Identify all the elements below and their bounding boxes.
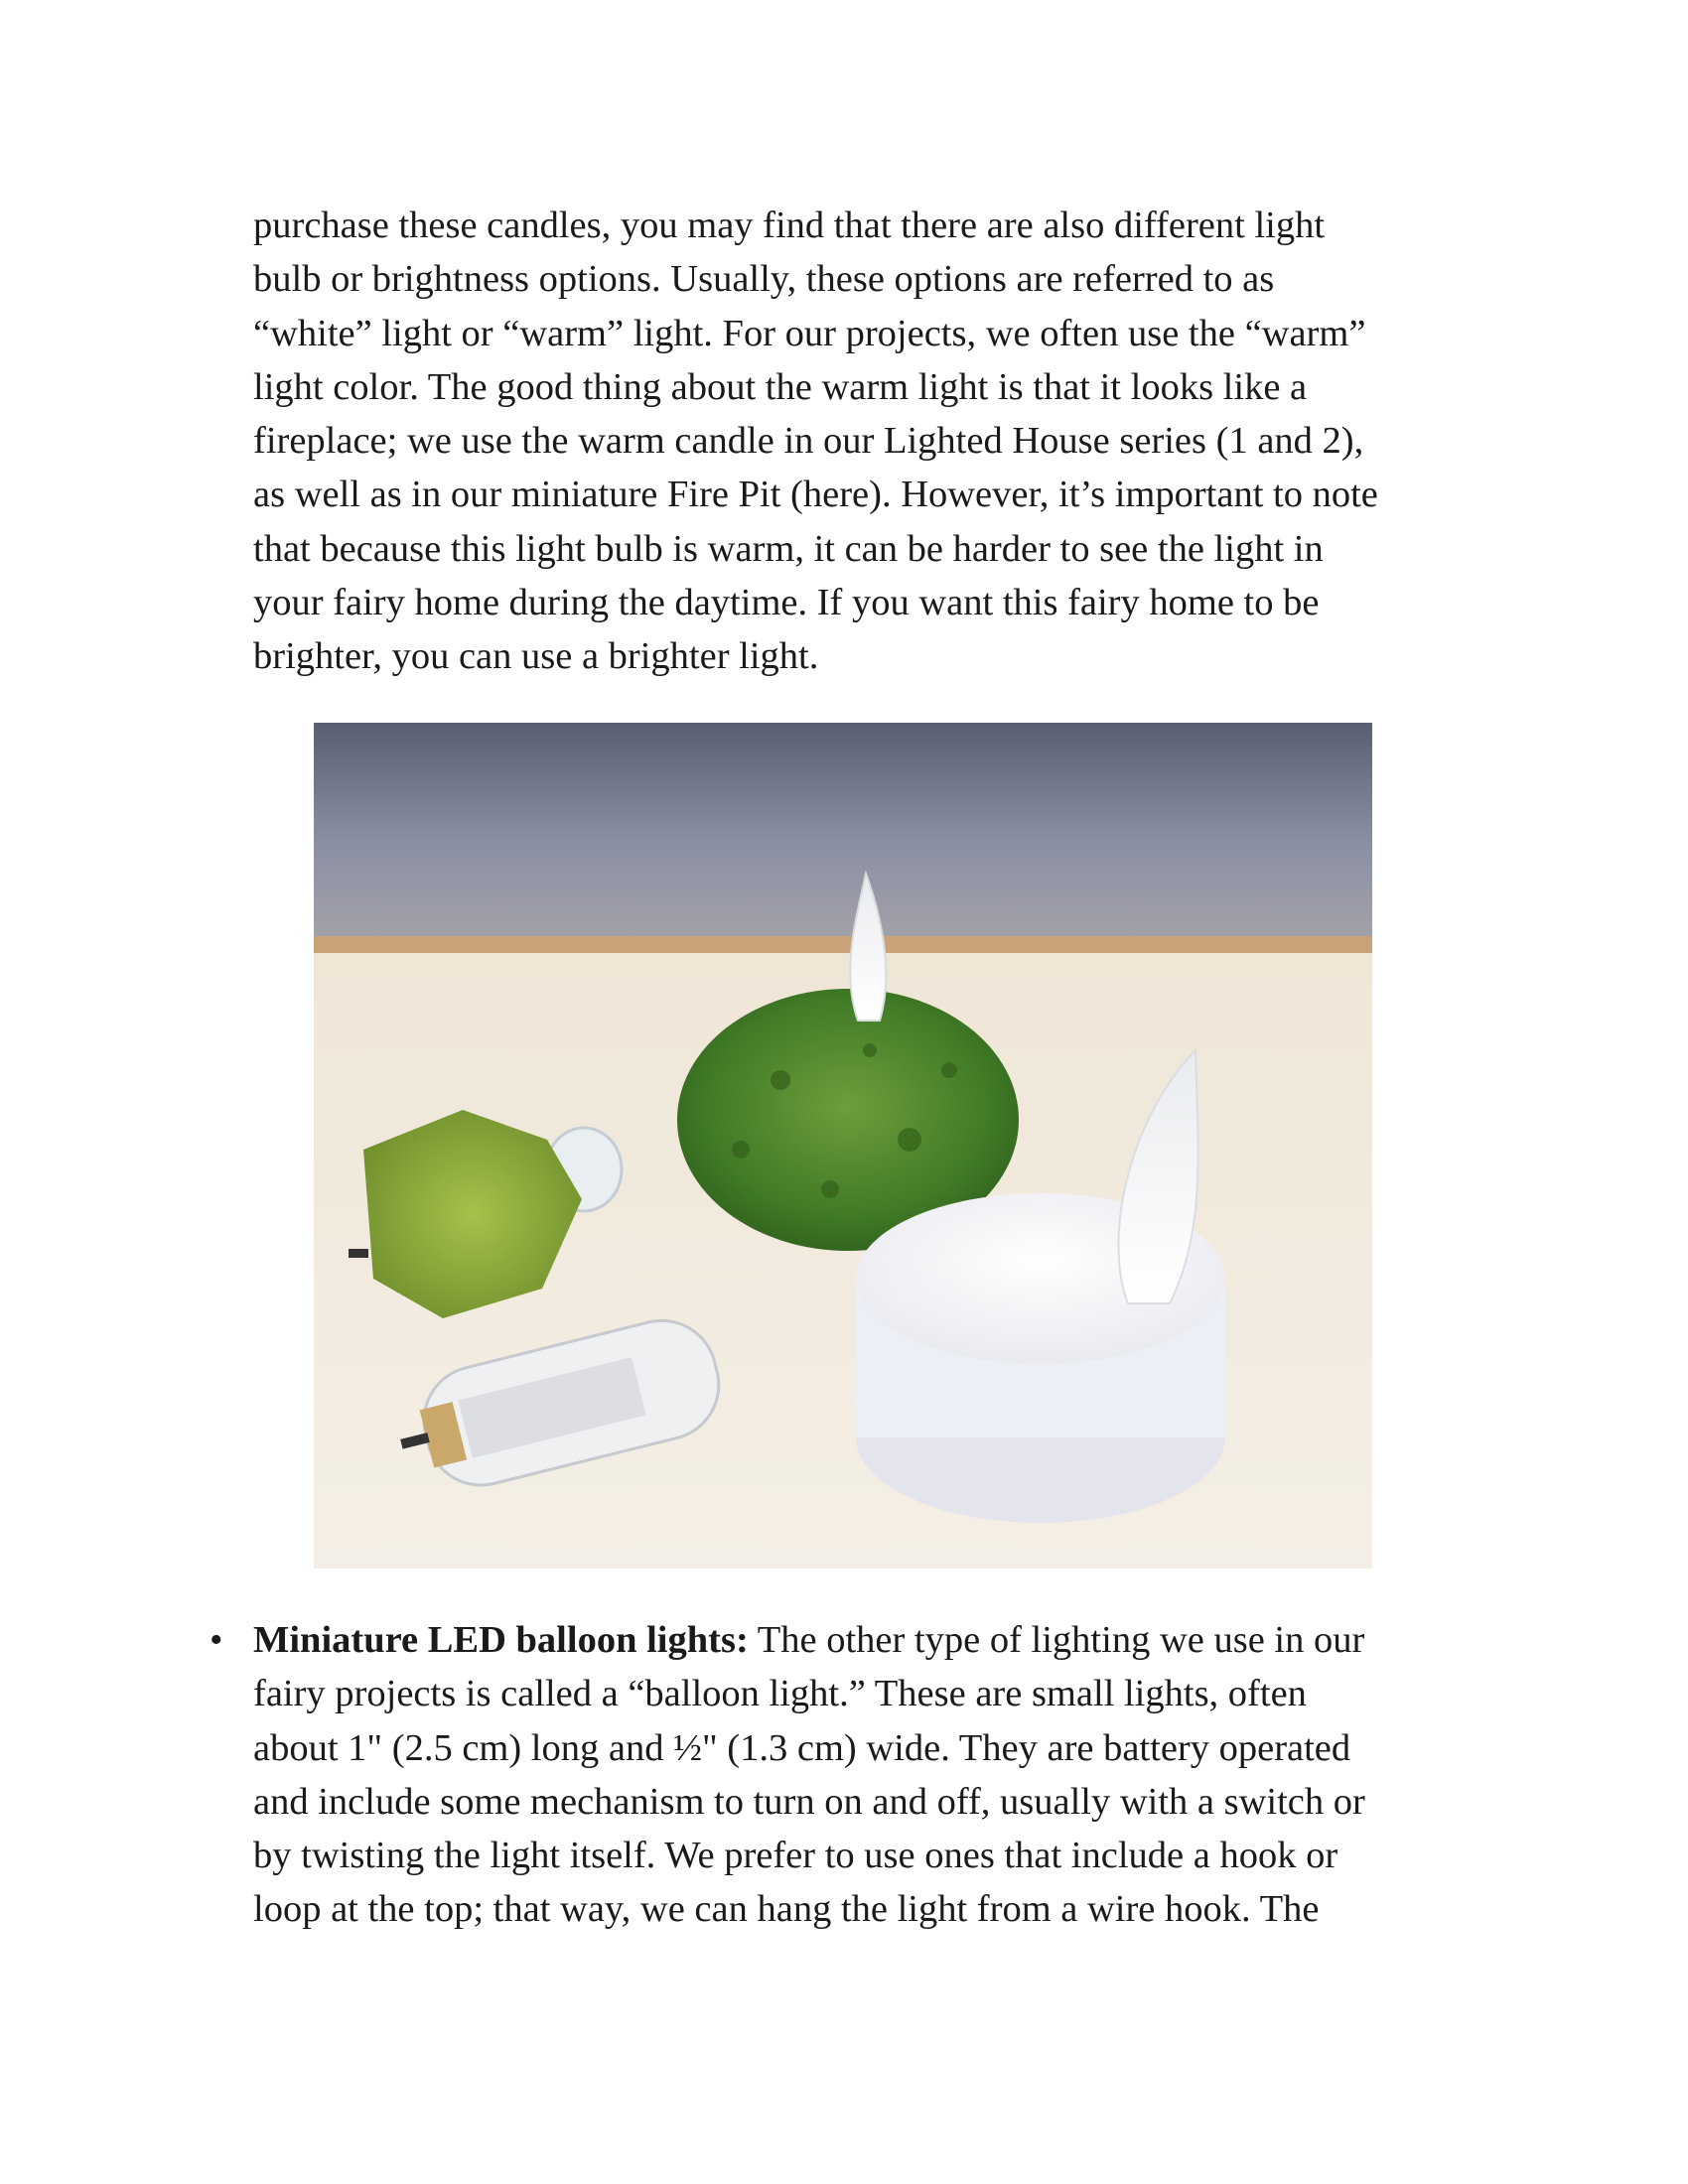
- text-line: fireplace; we use the warm candle in our Lighted House series (1 and 2),: [253, 420, 1364, 463]
- text-line: “white” light or “warm” light. For our projects, we often use the “warm”: [253, 312, 1366, 354]
- bullet-marker: •: [210, 1619, 223, 1661]
- text-line: brighter, you can use a brighter light.: [253, 635, 819, 678]
- text-line: fairy projects is called a “balloon light.” These are small lights, often: [253, 1673, 1307, 1715]
- text-line: loop at the top; that way, we can hang the light from a wire hook. The: [253, 1888, 1320, 1931]
- led-candles-photo: [314, 723, 1372, 1569]
- photo-led-candles-and-moss: [314, 723, 1372, 1569]
- text-line: and include some mechanism to turn on and off, usually with a switch or: [253, 1780, 1365, 1823]
- text-line: as well as in our miniature Fire Pit (here). However, it’s important to note: [253, 474, 1378, 516]
- text-line: your fairy home during the daytime. If you want this fairy home to be: [253, 582, 1320, 624]
- text-line: purchase these candles, you may find that there are also different light: [253, 205, 1326, 246]
- text-line: bulb or brightness options. Usually, these options are referred to as: [253, 258, 1275, 301]
- bullet-item-balloon-lights: [253, 1613, 1484, 1937]
- text-line: that because this light bulb is warm, it can be harder to see the light in: [253, 527, 1324, 570]
- text-line: by twisting the light itself. We prefer to use ones that include a hook or: [253, 1835, 1338, 1877]
- text-line: about 1" (2.5 cm) long and ½" (1.3 cm) wide. They are battery operated: [253, 1726, 1351, 1769]
- intro-paragraph: [253, 199, 1484, 684]
- bullet-heading: Miniature LED balloon lights:: [253, 1619, 749, 1661]
- text-line: light color. The good thing about the warm light is that it looks like a: [253, 365, 1308, 408]
- bullet-first-line-text: The other type of lighting we use in our: [748, 1619, 1365, 1661]
- bullet-first-line: [253, 1613, 1484, 1667]
